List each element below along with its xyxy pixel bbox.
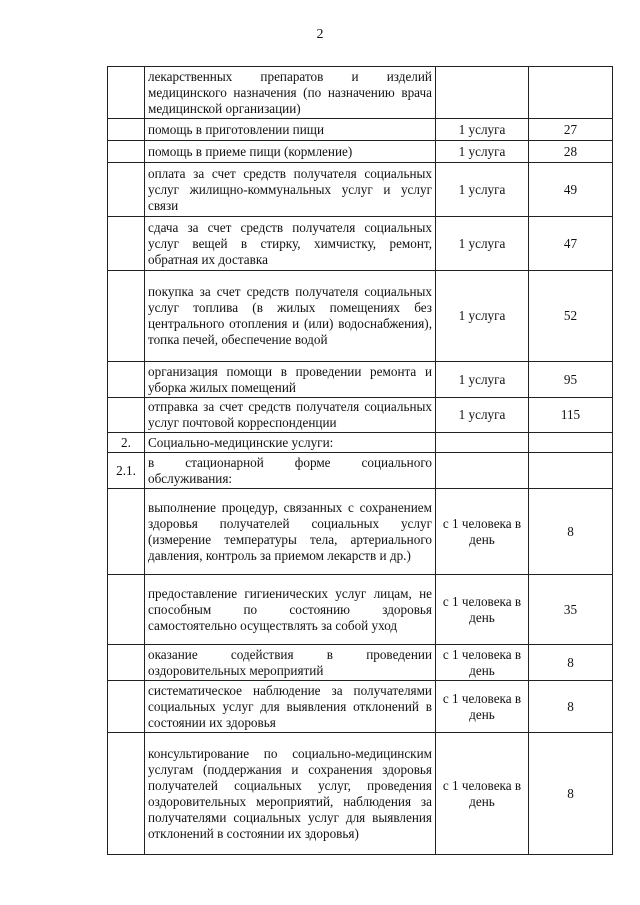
service-unit: 1 услуга — [436, 271, 529, 362]
table-row — [108, 398, 613, 433]
service-unit: с 1 человека в день — [436, 645, 529, 681]
service-description: систематическое наблюдение за получателями социальных услуг для выявления отклонений в состоянии их здоровья — [145, 681, 436, 733]
service-price: 47 — [529, 217, 613, 271]
service-description: помощь в приготовлении пищи — [145, 119, 436, 141]
table-row — [108, 453, 613, 489]
table-row — [108, 67, 613, 119]
service-description: консультирование по социально-медицинским услугам (поддержания и сохранения здоровья получателей социальных услуг, проведения оздоровительных мероприятий, наблюдения за получателями социальных услуг для выявления отклонений в состоянии их здоровья) — [145, 733, 436, 855]
service-unit — [436, 67, 529, 119]
row-number — [108, 119, 145, 141]
row-number — [108, 271, 145, 362]
row-number — [108, 575, 145, 645]
service-description: оказание содействия в проведении оздоровительных мероприятий — [145, 645, 436, 681]
service-description: организация помощи в проведении ремонта и уборка жилых помещений — [145, 362, 436, 398]
row-number — [108, 141, 145, 163]
service-unit: с 1 человека в день — [436, 733, 529, 855]
service-description: покупка за счет средств получателя социальных услуг топлива (в жилых помещениях без центрального отопления и (или) водоснабжения), топка печей, обеспечение водой — [145, 271, 436, 362]
row-number — [108, 217, 145, 271]
service-description: помощь в приеме пищи (кормление) — [145, 141, 436, 163]
service-price: 8 — [529, 645, 613, 681]
service-unit — [436, 433, 529, 453]
table-row — [108, 681, 613, 733]
service-description: предоставление гигиенических услуг лицам, не способным по состоянию здоровья самостоятельно осуществлять за собой уход — [145, 575, 436, 645]
service-price: 115 — [529, 398, 613, 433]
row-number — [108, 163, 145, 217]
service-unit: 1 услуга — [436, 163, 529, 217]
row-number — [108, 733, 145, 855]
service-description: отправка за счет средств получателя социальных услуг почтовой корреспонденции — [145, 398, 436, 433]
page-number: 2 — [316, 27, 324, 42]
service-price: 8 — [529, 681, 613, 733]
service-price: 28 — [529, 141, 613, 163]
table-row — [108, 141, 613, 163]
service-unit — [436, 453, 529, 489]
service-unit: 1 услуга — [436, 119, 529, 141]
table-row — [108, 433, 613, 453]
row-number — [108, 645, 145, 681]
service-description: оплата за счет средств получателя социальных услуг жилищно-коммунальных услуг и услуг связи — [145, 163, 436, 217]
service-price — [529, 67, 613, 119]
table-row — [108, 489, 613, 575]
service-unit: с 1 человека в день — [436, 681, 529, 733]
service-price: 95 — [529, 362, 613, 398]
service-unit: 1 услуга — [436, 141, 529, 163]
table-row — [108, 362, 613, 398]
service-price: 8 — [529, 733, 613, 855]
service-price — [529, 453, 613, 489]
service-price: 27 — [529, 119, 613, 141]
service-description: лекарственных препаратов и изделий медицинского назначения (по назначению врача медицинской организации) — [145, 67, 436, 119]
row-number — [108, 362, 145, 398]
service-unit: с 1 человека в день — [436, 575, 529, 645]
row-number — [108, 67, 145, 119]
service-price: 35 — [529, 575, 613, 645]
table-row — [108, 575, 613, 645]
service-price: 8 — [529, 489, 613, 575]
service-unit: с 1 человека в день — [436, 489, 529, 575]
table-row — [108, 119, 613, 141]
service-description: сдача за счет средств получателя социальных услуг вещей в стирку, химчистку, ремонт, обратная их доставка — [145, 217, 436, 271]
section-heading: Социально-медицинские услуги: — [145, 433, 436, 453]
service-price: 49 — [529, 163, 613, 217]
services-table — [107, 66, 613, 855]
subsection-heading: в стационарной форме социального обслуживания: — [145, 453, 436, 489]
table-row — [108, 733, 613, 855]
section-number: 2. — [108, 433, 145, 453]
section-number: 2.1. — [108, 453, 145, 489]
table-row — [108, 271, 613, 362]
row-number — [108, 681, 145, 733]
row-number — [108, 398, 145, 433]
service-price: 52 — [529, 271, 613, 362]
service-unit: 1 услуга — [436, 217, 529, 271]
service-unit: 1 услуга — [436, 398, 529, 433]
service-description: выполнение процедур, связанных с сохранением здоровья получателей социальных услуг (измерение температуры тела, артериального давления, контроль за приемом лекарств и др.) — [145, 489, 436, 575]
service-unit: 1 услуга — [436, 362, 529, 398]
table-row — [108, 163, 613, 217]
table-row — [108, 217, 613, 271]
table-row — [108, 645, 613, 681]
row-number — [108, 489, 145, 575]
service-price — [529, 433, 613, 453]
